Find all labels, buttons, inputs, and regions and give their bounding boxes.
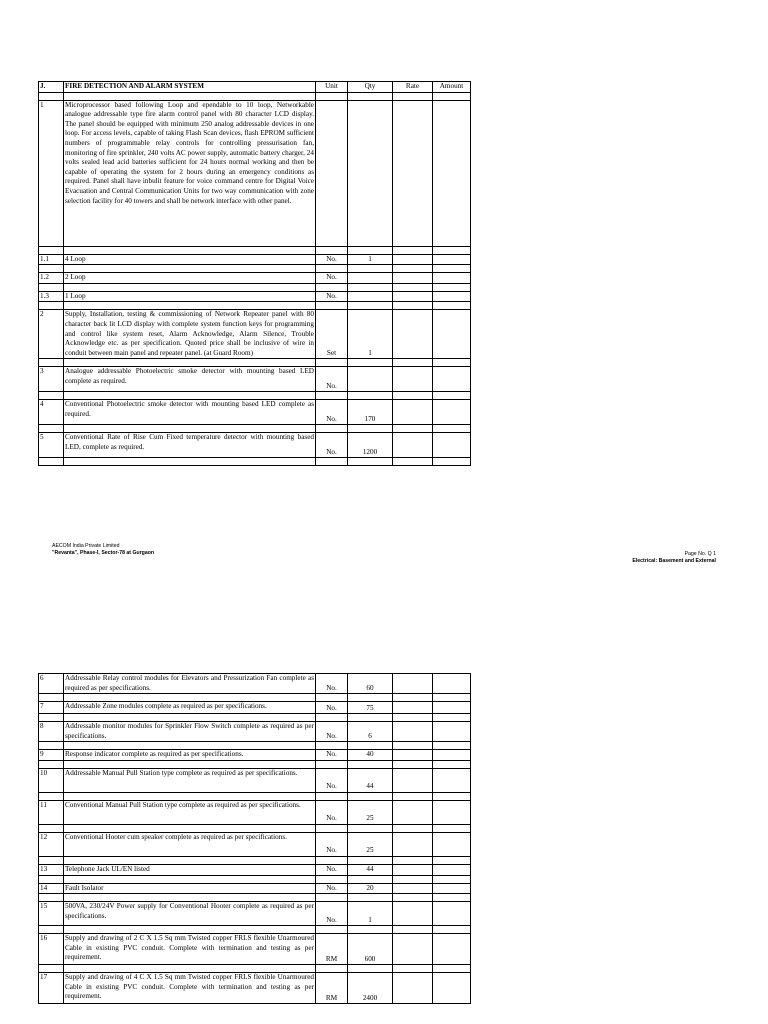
item-qty: 6 (348, 722, 393, 742)
table-row (39, 674, 471, 694)
item-description: 4 Loop (64, 254, 316, 265)
item-unit: RM (316, 934, 348, 965)
header-title: FIRE DETECTION AND ALARM SYSTEM (64, 82, 316, 93)
item-qty: 40 (348, 750, 393, 761)
table-row (39, 722, 471, 742)
item-sno: 10 (39, 768, 64, 792)
footer-page-number: Page No. Q 1 (684, 551, 716, 557)
item-qty (348, 273, 393, 284)
item-unit: No. (316, 800, 348, 824)
item-qty: 25 (348, 800, 393, 824)
item-qty: 20 (348, 883, 393, 894)
table-row (39, 750, 471, 761)
item-sno: 1.2 (39, 273, 64, 284)
item-qty: 600 (348, 934, 393, 965)
item-description: Analogue addressable Photoelectric smoke detector with mounting based LED complete as required. (64, 367, 316, 392)
item-description: Conventional Rate of Rise Cum Fixed temperature detector with mounting based LED, complete as required. (64, 433, 316, 458)
item-unit: No. (316, 750, 348, 761)
footer-company: AECOM India Private Limited (52, 543, 120, 549)
item-sno: 9 (39, 750, 64, 761)
table-row (39, 400, 471, 425)
item-sno: 11 (39, 800, 64, 824)
item-qty: 1 (348, 310, 393, 359)
table-row (39, 902, 471, 926)
table-row (39, 864, 471, 875)
item-sno: 15 (39, 902, 64, 926)
table-row (39, 800, 471, 824)
table-row (39, 291, 471, 302)
item-unit: No. (316, 902, 348, 926)
item-sno: 8 (39, 722, 64, 742)
item-unit (316, 100, 348, 246)
item-qty (348, 100, 393, 246)
item-description: Conventional Photoelectric smoke detector with mounting based LED complete as required. (64, 400, 316, 425)
table-row (39, 254, 471, 265)
item-description: Conventional Manual Pull Station type complete as required as per specifications. (64, 800, 316, 824)
item-qty: 25 (348, 832, 393, 856)
item-qty: 1 (348, 902, 393, 926)
header-qty: Qty (348, 82, 393, 93)
header-unit: Unit (316, 82, 348, 93)
boq-table-page-2 (38, 673, 471, 1004)
item-unit: No. (316, 367, 348, 392)
item-qty: 2400 (348, 973, 393, 1004)
header-rate: Rate (393, 82, 433, 93)
item-qty: 44 (348, 864, 393, 875)
item-description: 500VA, 230/24V Power supply for Conventional Hooter complete as required as per specifications. (64, 902, 316, 926)
item-unit: No. (316, 433, 348, 458)
item-unit: No. (316, 883, 348, 894)
item-description: Telephone Jack UL/EN listed (64, 864, 316, 875)
header-sno: J. (39, 82, 64, 93)
item-sno: 1.3 (39, 291, 64, 302)
item-description: Response indicator complete as required as per specifications. (64, 750, 316, 761)
item-unit: No. (316, 832, 348, 856)
item-description: Addressable monitor modules for Sprinkler Flow Switch complete as required as per specifications. (64, 722, 316, 742)
table-row (39, 273, 471, 284)
item-unit: RM (316, 973, 348, 1004)
table-row (39, 768, 471, 792)
item-description: Microprocessor based following Loop and ependable to 10 loop, Networkable analogue addressable type fire alarm control panel with 80 character LCD display. The panel should be equipped with minimum 250 analog addressable devices in one loop. For access levels, capable of taking Flash Scan devices, flash EPROM sufficient numbers of programmable relay controls for controlling pressurisation fan, monitoring of fire sprinkler, 240 volts AC power supply, automatic battery charger, 24 volts sealed lead acid batteries sufficient for 24 hours normal working and then be capable of operating the system for 2 hours during an emergency conditions as required. Panel shall have inbulit feature for voice command centre for Digital Voice Evacuation and Central Communication Units for two way communication with zone selection facility for 40 towers and shall be network interface with other panel. (64, 100, 316, 246)
table-row (39, 702, 471, 714)
item-unit: No. (316, 674, 348, 694)
item-unit: No. (316, 273, 348, 284)
table-row (39, 367, 471, 392)
item-description: Addressable Manual Pull Station type complete as required as per specifications. (64, 768, 316, 792)
item-sno: 7 (39, 702, 64, 714)
item-sno: 16 (39, 934, 64, 965)
item-sno: 4 (39, 400, 64, 425)
item-qty: 1200 (348, 433, 393, 458)
table-row (39, 100, 471, 246)
item-qty: 75 (348, 702, 393, 714)
item-unit: No. (316, 254, 348, 265)
item-description: Supply, Installation, testing & commissioning of Network Repeater panel with 80 character back lit LCD display with complete system function keys for programming and control like system reset, Alarm Acknowledge, Alarm Silence, Trouble Acknowledge etc. as per specification. Quoted price shall be inclusive of wire in conduit between main panel and repeater panel. (at Guard Room) (64, 310, 316, 359)
boq-table-page-1 (38, 81, 471, 466)
item-qty: 60 (348, 674, 393, 694)
item-qty: 44 (348, 768, 393, 792)
item-sno: 3 (39, 367, 64, 392)
item-description: 2 Loop (64, 273, 316, 284)
table-row (39, 832, 471, 856)
item-unit: No. (316, 864, 348, 875)
header-amount: Amount (433, 82, 471, 93)
item-sno: 17 (39, 973, 64, 1004)
item-unit: Set (316, 310, 348, 359)
item-sno: 1 (39, 100, 64, 246)
item-unit: No. (316, 702, 348, 714)
item-description: Conventional Hooter cum speaker complete as required as per specifications. (64, 832, 316, 856)
item-description: Addressable Zone modules complete as required as per specifications. (64, 702, 316, 714)
item-sno: 14 (39, 883, 64, 894)
item-sno: 12 (39, 832, 64, 856)
footer-project: "Revanta", Phase-I, Sector-78 at Gurgaon (52, 550, 155, 556)
item-sno: 6 (39, 674, 64, 694)
item-description: 1 Loop (64, 291, 316, 302)
footer-page-block (632, 551, 716, 565)
item-description: Fault Isolator (64, 883, 316, 894)
table-row (39, 883, 471, 894)
footer-company-block (52, 543, 154, 557)
item-description: Supply and drawing of 2 C X 1.5 Sq mm Twisted copper FRLS flexible Unarmoured Cable in existing PVC conduit. Complete with termination and testing as per requirement. (64, 934, 316, 965)
item-sno: 5 (39, 433, 64, 458)
item-description: Addressable Relay control modules for Elevators and Pressurization Fan complete as required as per specifications. (64, 674, 316, 694)
table-row (39, 433, 471, 458)
item-qty (348, 291, 393, 302)
table-header-row (39, 82, 471, 93)
item-sno: 1.1 (39, 254, 64, 265)
item-unit: No. (316, 722, 348, 742)
item-qty: 170 (348, 400, 393, 425)
table-row (39, 934, 471, 965)
item-sno: 13 (39, 864, 64, 875)
item-qty (348, 367, 393, 392)
item-unit: No. (316, 768, 348, 792)
item-qty: 1 (348, 254, 393, 265)
item-sno: 2 (39, 310, 64, 359)
table-row (39, 973, 471, 1004)
item-unit: No. (316, 400, 348, 425)
footer-section: Electrical: Basement and External (632, 558, 716, 564)
table-row (39, 310, 471, 359)
item-unit: No. (316, 291, 348, 302)
item-description: Supply and drawing of 4 C X 1.5 Sq mm Twisted copper FRLS flexible Unarmoured Cable in existing PVC conduit. Complete with termination and testing as per requirement. (64, 973, 316, 1004)
